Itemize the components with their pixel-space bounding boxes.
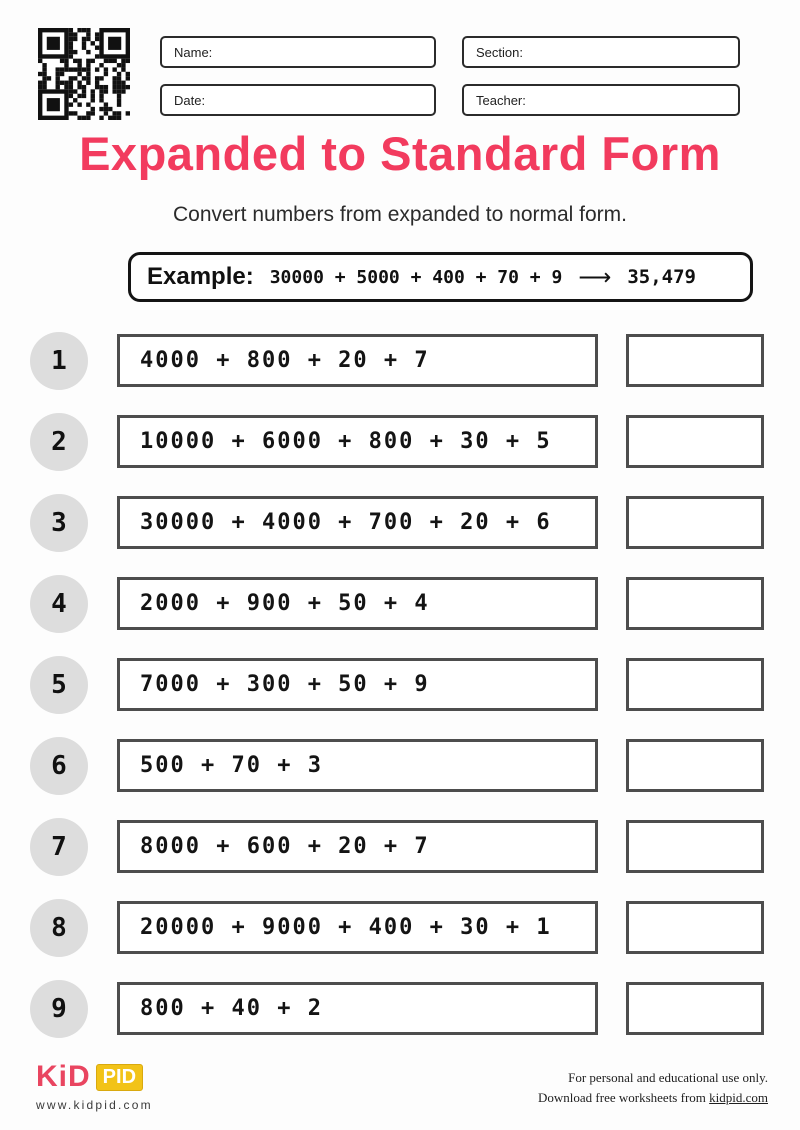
answer-box[interactable] xyxy=(626,739,764,792)
footer-note xyxy=(538,1068,768,1107)
expression-text: 30000 + 4000 + 700 + 20 + 6 xyxy=(140,510,552,535)
problem-number: 5 xyxy=(51,669,67,700)
problem-number: 3 xyxy=(51,507,67,538)
header-field-label: Name: xyxy=(174,44,213,60)
header-field-label: Section: xyxy=(476,44,523,60)
answer-box[interactable] xyxy=(626,577,764,630)
instructions-text: Convert numbers from expanded to normal form. xyxy=(172,203,628,226)
header-field-box[interactable] xyxy=(462,84,740,116)
problem-row xyxy=(0,982,800,1035)
footer-note-line1: For personal and educational use only. xyxy=(568,1070,768,1085)
answer-box[interactable] xyxy=(626,658,764,711)
kidpid-link[interactable]: kidpid.com xyxy=(709,1089,768,1105)
expression-text: 2000 + 900 + 50 + 4 xyxy=(140,591,430,616)
problem-row xyxy=(0,739,800,792)
expression-box xyxy=(117,901,598,954)
answer-box[interactable] xyxy=(626,415,764,468)
expression-box xyxy=(117,658,598,711)
example-answer: 35,479 xyxy=(627,266,696,288)
header-field-box[interactable] xyxy=(462,36,740,68)
header-field-box[interactable] xyxy=(160,84,436,116)
problem-number-badge xyxy=(30,980,88,1038)
problem-number-badge xyxy=(30,899,88,957)
problem-number-badge xyxy=(30,413,88,471)
problem-row xyxy=(0,334,800,387)
expression-box xyxy=(117,739,598,792)
example-box xyxy=(128,252,753,302)
expression-box xyxy=(117,820,598,873)
problem-list xyxy=(0,334,800,1035)
problem-row xyxy=(0,577,800,630)
kidpid-logo xyxy=(36,1062,153,1092)
header-field-label: Teacher: xyxy=(476,92,526,108)
problem-number-badge xyxy=(30,737,88,795)
expression-box xyxy=(117,496,598,549)
problem-row xyxy=(0,415,800,468)
problem-number-badge xyxy=(30,656,88,714)
problem-row xyxy=(0,820,800,873)
problem-number: 1 xyxy=(51,345,67,376)
expression-text: 500 + 70 + 3 xyxy=(140,753,323,778)
problem-number-badge xyxy=(30,332,88,390)
example-expression: 30000 + 5000 + 400 + 70 + 9 xyxy=(269,266,563,288)
expression-text: 4000 + 800 + 20 + 7 xyxy=(140,348,430,373)
problem-number: 4 xyxy=(51,588,67,619)
arrow-right-icon: ⟶ xyxy=(578,263,612,290)
logo-kid-text: KiD xyxy=(36,1060,91,1093)
answer-box[interactable] xyxy=(626,496,764,549)
problem-row xyxy=(0,658,800,711)
expression-text: 20000 + 9000 + 400 + 30 + 1 xyxy=(140,915,552,940)
expression-text: 800 + 40 + 2 xyxy=(140,996,323,1021)
problem-number-badge xyxy=(30,494,88,552)
problem-row xyxy=(0,901,800,954)
header-field-box[interactable] xyxy=(160,36,436,68)
problem-number-badge xyxy=(30,818,88,876)
expression-text: 7000 + 300 + 50 + 9 xyxy=(140,672,430,697)
problem-number: 2 xyxy=(51,426,67,457)
header-field-label: Date: xyxy=(174,92,206,108)
expression-box xyxy=(117,334,598,387)
answer-box[interactable] xyxy=(626,334,764,387)
expression-text: 10000 + 6000 + 800 + 30 + 5 xyxy=(140,429,552,454)
answer-box[interactable] xyxy=(626,820,764,873)
footer-note-line2 xyxy=(538,1088,768,1108)
logo-website-text: www.kidpid.com xyxy=(36,1098,153,1112)
problem-row xyxy=(0,496,800,549)
problem-number: 8 xyxy=(51,912,67,943)
expression-box xyxy=(117,982,598,1035)
answer-box[interactable] xyxy=(626,982,764,1035)
expression-box xyxy=(117,577,598,630)
logo-pid-badge: PID xyxy=(96,1064,143,1091)
expression-box xyxy=(117,415,598,468)
answer-box[interactable] xyxy=(626,901,764,954)
footer-note-line2-text: Download free worksheets from xyxy=(538,1089,710,1105)
problem-number-badge xyxy=(30,575,88,633)
footer-logo xyxy=(36,1062,153,1112)
problem-number: 9 xyxy=(51,993,67,1024)
expression-text: 8000 + 600 + 20 + 7 xyxy=(140,834,430,859)
header-fields xyxy=(160,36,740,116)
qr-code xyxy=(38,28,130,120)
page-title: Expanded to Standard Form xyxy=(79,127,721,180)
example-label: Example: xyxy=(147,263,254,290)
problem-number: 7 xyxy=(51,831,67,862)
problem-number: 6 xyxy=(51,750,67,781)
